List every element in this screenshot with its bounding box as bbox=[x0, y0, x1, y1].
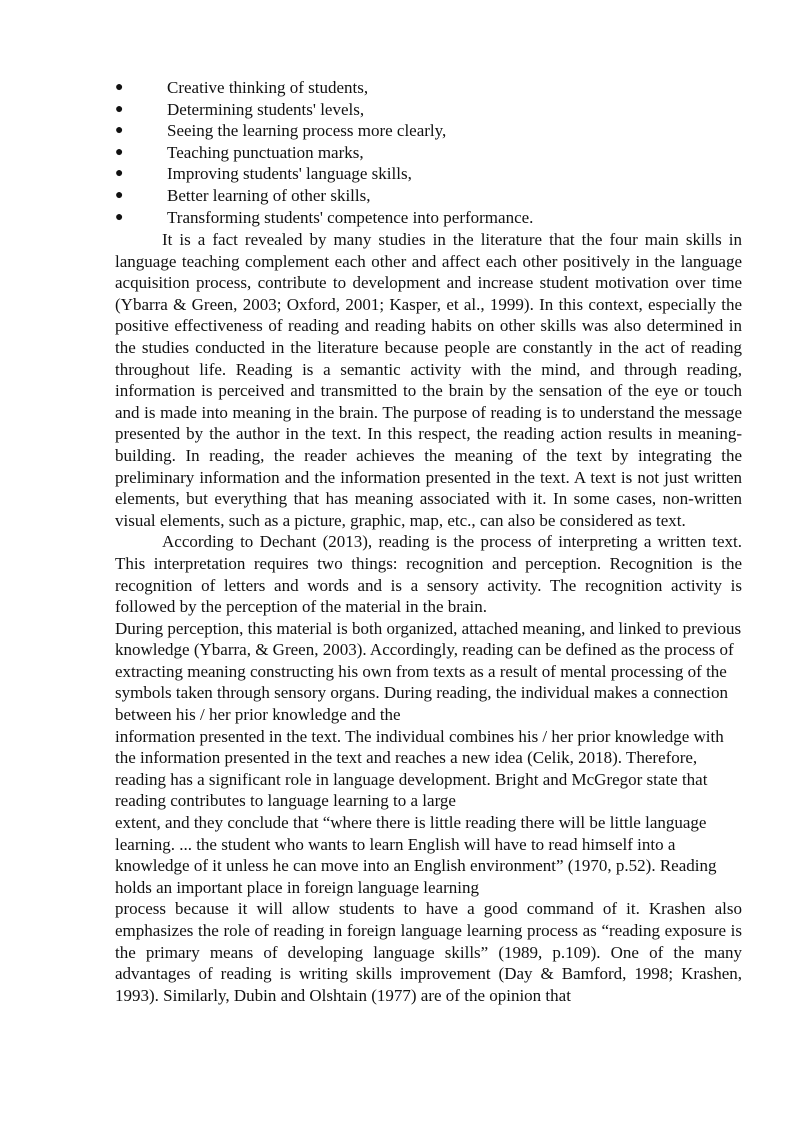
list-item bbox=[115, 77, 745, 99]
list-item bbox=[115, 185, 745, 207]
paragraph-literature-review: It is a fact revealed by many studies in the literature that the four main skills in language teaching complement each other and affect each other positively in the language acquisition process, contribute to development and increase student motivation over time (Ybarra & Green, 2003; Oxford, 2001; Kasper, et al., 1999). In this context, especially the positive effectiveness of reading and reading habits on other skills was also determined in the studies conducted in the literature because people are constantly in the act of reading throughout life. Reading is a semantic activity with the mind, and through reading, information is perceived and transmitted to the brain by the sensation of the eye or touch and is made into meaning in the brain. The purpose of reading is to understand the message presented by the author in the text. In this respect, the reading action results in meaning-building. In reading, the reader achieves the meaning of the text by integrating the preliminary information and the information presented in the text. A text is not just written elements, but everything that has meaning associated with it. In some cases, non-written visual elements, such as a picture, graphic, map, etc., can also be considered as text. bbox=[115, 230, 742, 530]
bullet-icon: ● bbox=[115, 166, 124, 182]
bullet-icon: ● bbox=[115, 144, 124, 160]
bullet-text: Creative thinking of students, bbox=[167, 78, 369, 97]
list-item bbox=[115, 207, 745, 229]
list-item bbox=[115, 142, 745, 164]
paragraph-dechant-definition: According to Dechant (2013), reading is the process of interpreting a written text. This interpretation requires two things: recognition and perception. Recognition is the recognition of letters and words and is a sensory activity. The recognition activity is followed by the perception of the material in the brain. bbox=[115, 532, 742, 617]
bullet-text: Teaching punctuation marks, bbox=[167, 142, 364, 162]
bullet-text: Transforming students' competence into performance. bbox=[167, 207, 534, 227]
bullet-text: Determining students' levels, bbox=[167, 99, 365, 119]
bullet-list bbox=[115, 77, 745, 228]
paragraph-bright-mcgregor: extent, and they conclude that “where there is little reading there will be little language learning. ... the student who wants to learn English will have to read himself into a knowledge of it unless he can move into an English environment” (1970, p.52). Reading holds an important place in foreign language learning bbox=[115, 813, 717, 897]
bullet-text: Better learning of other skills, bbox=[167, 185, 371, 205]
bullet-icon: ● bbox=[115, 209, 124, 225]
bullet-icon: ● bbox=[115, 80, 124, 95]
paragraph-perception: During perception, this material is both organized, attached meaning, and linked to previous knowledge (Ybarra, & Green, 2003). Accordingly, reading can be defined as the process of extracting meaning constructing his own from texts as a result of mental processing of the symbols taken through sensory organs. During reading, the individual makes a connection between his / her prior knowledge and the bbox=[115, 618, 742, 725]
list-item bbox=[115, 163, 745, 185]
bullet-icon: ● bbox=[115, 101, 124, 117]
list-item bbox=[115, 99, 745, 121]
paragraph-krashen: process because it will allow students to have a good command of it. Krashen also emphasizes the role of reading in foreign language learning process as “reading exposure is the primary means of developing language skills” (1989, p.109). One of the many advantages of reading is writing skills improvement (Day & Bamford, 1998; Krashen, 1993). Similarly, Dubin and Olshtain (1977) are of the opinion that bbox=[115, 899, 742, 1005]
paragraph-prior-knowledge: information presented in the text. The individual combines his / her prior knowledge with the information presented in the text and reaches a new idea (Celik, 2018). Therefore, reading has a significant role in language development. Bright and McGregor state that reading contributes to language learning to a large bbox=[115, 726, 724, 811]
bullet-text: Improving students' language skills, bbox=[167, 164, 412, 184]
bullet-text: Seeing the learning process more clearly, bbox=[167, 121, 447, 141]
bullet-icon: ● bbox=[115, 123, 124, 139]
body-text bbox=[115, 229, 742, 1006]
list-item bbox=[115, 120, 745, 142]
bullet-icon: ● bbox=[115, 187, 124, 203]
